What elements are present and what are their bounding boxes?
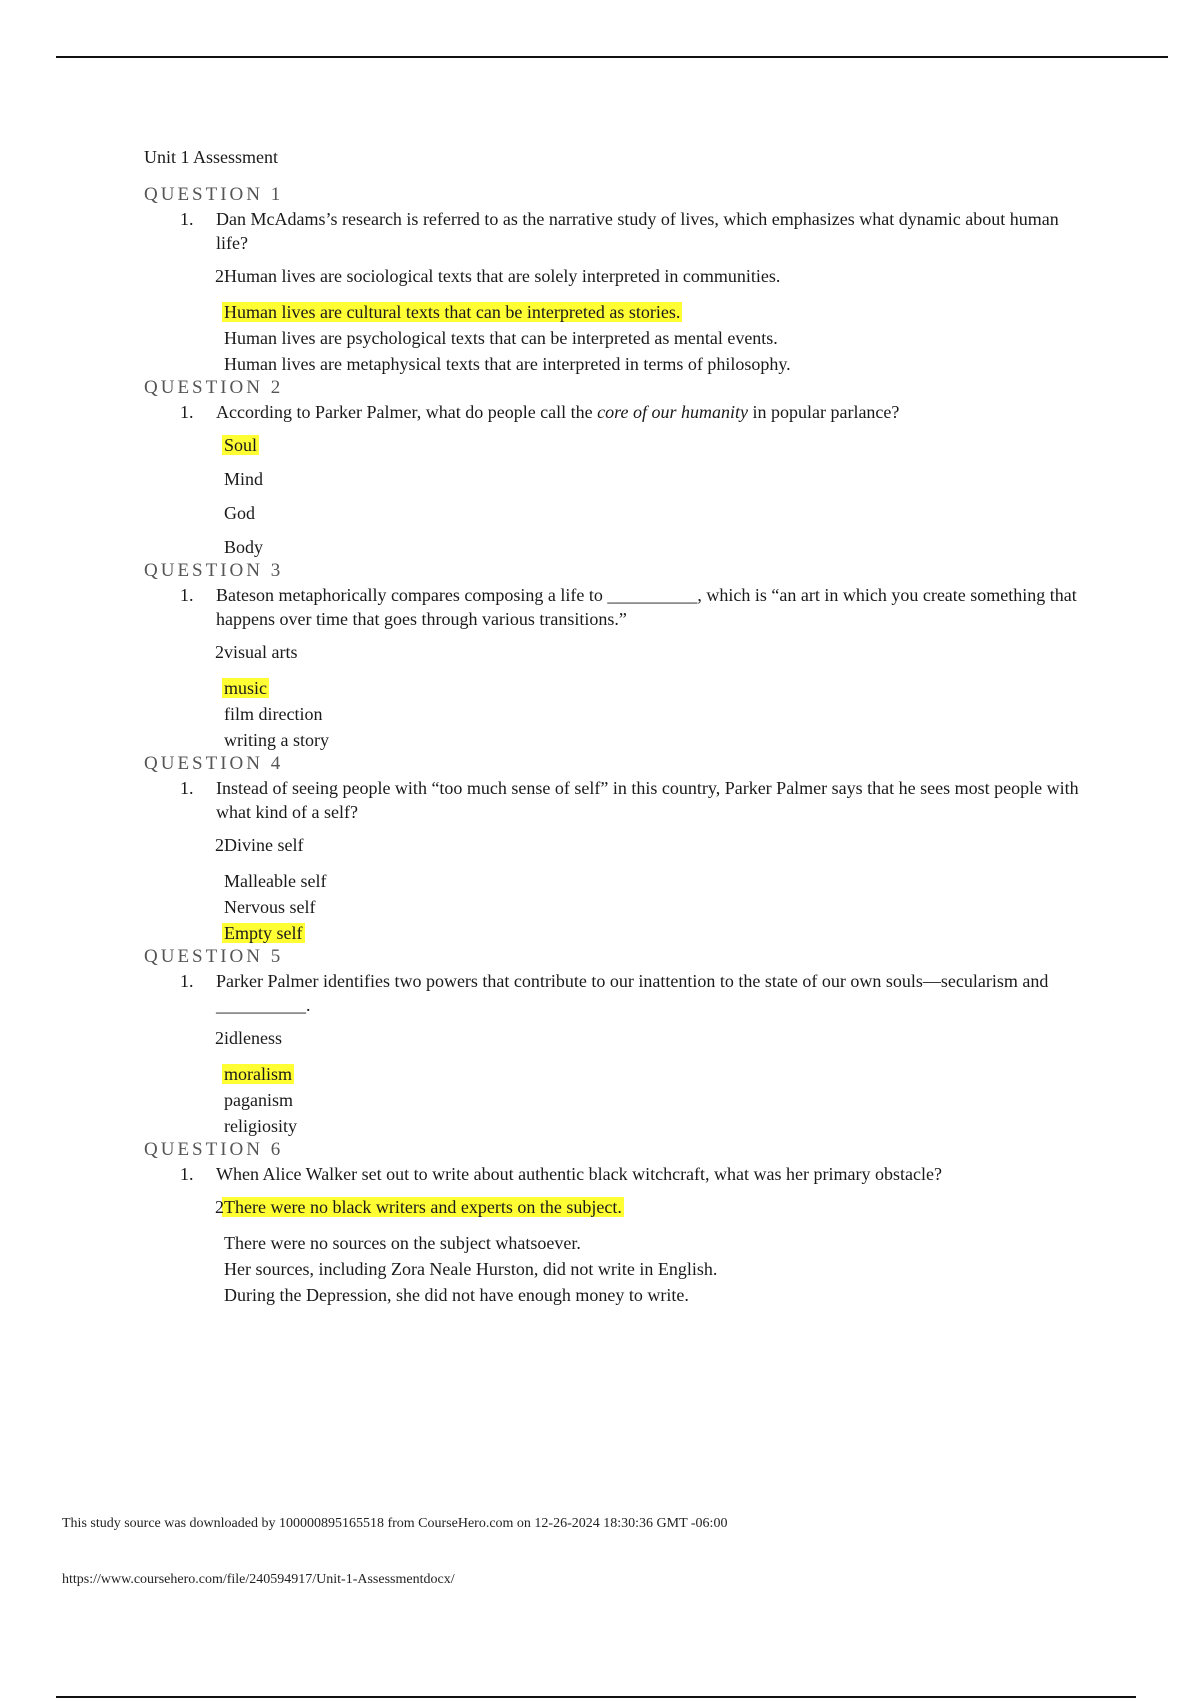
answer-option [224, 351, 1084, 377]
question-prompt [144, 583, 1084, 631]
question-text: Bateson metaphorically compares composing a life to __________, which is “an art in which you create something that happens over time that goes through various transitions.” [216, 585, 1077, 629]
answer-text: Malleable self [224, 871, 327, 891]
answer-list [144, 832, 1084, 946]
answer-option [224, 701, 1084, 727]
question-prompt [144, 969, 1084, 1017]
question-heading: QUESTION 1 [144, 184, 284, 205]
question-heading: QUESTION 5 [144, 946, 284, 967]
answer-option [224, 466, 1084, 492]
bottom-rule [56, 1696, 1136, 1698]
answer-option [224, 868, 1084, 894]
answer-text: Divine self [224, 835, 304, 855]
question-number: 1. [180, 1164, 194, 1184]
answer-text: visual arts [224, 642, 298, 662]
question-6 [144, 1139, 1084, 1308]
answer-option-correct [224, 299, 1084, 325]
answer-list [144, 639, 1084, 753]
answer-option [224, 325, 1084, 351]
answer-text: Her sources, including Zora Neale Hurston, did not write in English. [224, 1259, 718, 1279]
answer-option [224, 534, 1084, 560]
question-prompt [144, 207, 1084, 255]
highlighted-answer-text: music [224, 678, 267, 698]
answer-option [224, 1256, 1084, 1282]
answer-text: God [224, 503, 255, 523]
answer-option-correct [224, 920, 1084, 946]
assessment-document [144, 146, 1084, 1308]
download-source-note: This study source was downloaded by 100000895165518 from CourseHero.com on 12-26-2024 18:30:36 GMT -06:00 [62, 1516, 728, 1531]
answer-text: paganism [224, 1090, 293, 1110]
answer-option [224, 727, 1084, 753]
answer-text: During the Depression, she did not have enough money to write. [224, 1285, 689, 1305]
answer-option-correct [224, 1061, 1084, 1087]
source-url[interactable]: https://www.coursehero.com/file/240594917/Unit-1-Assessmentdocx/ [62, 1572, 455, 1587]
answer-list [144, 1194, 1084, 1308]
highlighted-answer-text: Soul [224, 435, 258, 455]
question-heading: QUESTION 6 [144, 1139, 284, 1160]
question-number: 1. [180, 402, 194, 422]
highlighted-answer-text: There were no black writers and experts on the subject. [224, 1197, 622, 1217]
question-1 [144, 184, 1084, 377]
question-heading: QUESTION 4 [144, 753, 284, 774]
answer-option-correct [224, 432, 1084, 458]
answer-text: religiosity [224, 1116, 297, 1136]
question-text: Dan McAdams’s research is referred to as the narrative study of lives, which emphasizes what dynamic about human life? [216, 209, 1059, 253]
answer-text: Human lives are metaphysical texts that are interpreted in terms of philosophy. [224, 354, 791, 374]
question-number: 1. [180, 209, 194, 229]
list-marker: 2 [215, 1197, 224, 1217]
answer-text: There were no sources on the subject whatsoever. [224, 1233, 581, 1253]
answer-option [224, 1113, 1084, 1139]
answer-text: film direction [224, 704, 323, 724]
question-text: Parker Palmer identifies two powers that contribute to our inattention to the state of our own souls—secularism and __________. [216, 971, 1049, 1015]
answer-list [144, 1025, 1084, 1139]
answer-text: Nervous self [224, 897, 316, 917]
highlighted-answer-text: Human lives are cultural texts that can be interpreted as stories. [224, 302, 681, 322]
question-text: Instead of seeing people with “too much sense of self” in this country, Parker Palmer says that he sees most people with what kind of a self? [216, 778, 1079, 822]
answer-option [215, 832, 1084, 858]
question-prompt [144, 776, 1084, 824]
answer-list [144, 432, 1084, 560]
answer-option [224, 1282, 1084, 1308]
highlighted-answer-text: Empty self [224, 923, 303, 943]
question-heading: QUESTION 2 [144, 377, 284, 398]
question-text-after: in popular parlance? [747, 402, 900, 422]
answer-option [224, 1087, 1084, 1113]
answer-option-correct [215, 1194, 1084, 1220]
answer-text: Human lives are sociological texts that are solely interpreted in communities. [224, 266, 781, 286]
question-5 [144, 946, 1084, 1139]
highlighted-answer-text: moralism [224, 1064, 292, 1084]
list-marker: 2 [215, 642, 224, 662]
question-number: 1. [180, 778, 194, 798]
answer-option [215, 639, 1084, 665]
answer-option [215, 263, 1084, 289]
answer-text: Body [224, 537, 264, 557]
answer-option-correct [224, 675, 1084, 701]
document-title: Unit 1 Assessment [144, 147, 279, 167]
question-2 [144, 377, 1084, 560]
answer-option [215, 1025, 1084, 1051]
top-rule [56, 56, 1168, 58]
question-text-before: According to Parker Palmer, what do people call the [216, 402, 598, 422]
question-number: 1. [180, 971, 194, 991]
question-text: When Alice Walker set out to write about authentic black witchcraft, what was her primary obstacle? [216, 1164, 942, 1184]
answer-option [224, 500, 1084, 526]
question-text-italic: core of our humanity [597, 402, 748, 422]
question-number: 1. [180, 585, 194, 605]
answer-text: Human lives are psychological texts that can be interpreted as mental events. [224, 328, 778, 348]
answer-text: writing a story [224, 730, 329, 750]
question-3 [144, 560, 1084, 753]
question-heading: QUESTION 3 [144, 560, 284, 581]
answer-text: idleness [224, 1028, 282, 1048]
answer-list [144, 263, 1084, 377]
list-marker: 2 [215, 1028, 224, 1048]
answer-text: Mind [224, 469, 264, 489]
question-prompt [144, 400, 1084, 424]
question-4 [144, 753, 1084, 946]
question-prompt [144, 1162, 1084, 1186]
list-marker: 2 [215, 266, 224, 286]
answer-option [224, 894, 1084, 920]
list-marker: 2 [215, 835, 224, 855]
answer-option [224, 1230, 1084, 1256]
